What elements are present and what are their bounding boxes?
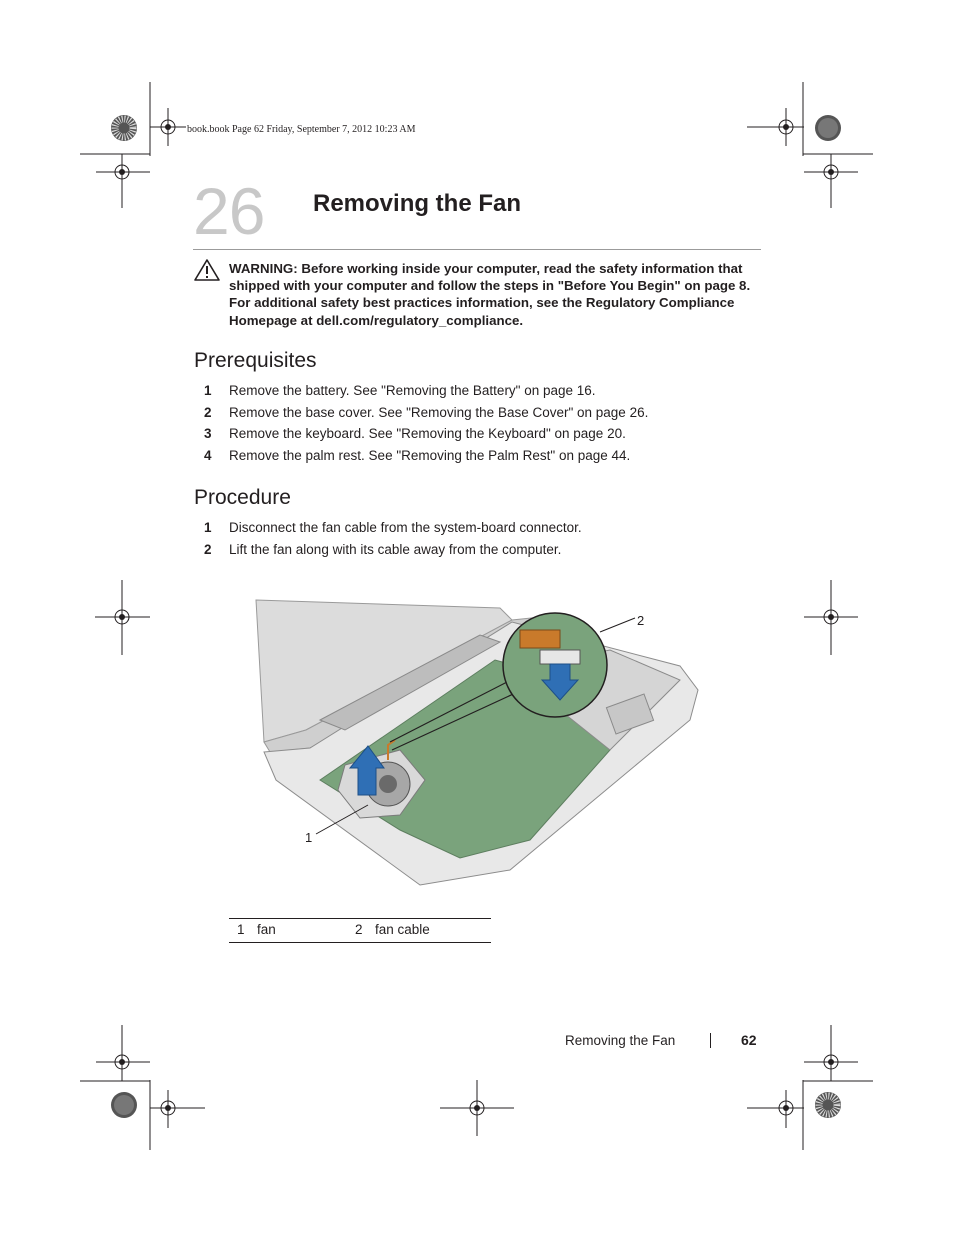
chapter-number: 26	[193, 174, 265, 248]
list-item	[204, 425, 764, 447]
step-text: Lift the fan along with its cable away from the computer.	[229, 541, 562, 557]
legend-label: fan	[257, 922, 276, 937]
prerequisites-list	[204, 382, 764, 469]
step-text: Remove the palm rest. See "Removing the Palm Rest" on page 44.	[229, 448, 631, 464]
legend-number: 1	[237, 922, 245, 937]
warning-text: WARNING: Before working inside your computer, read the safety information that shipped with your computer and follow the steps in "Before You Begin" on page 8. For additional safety best practices information, see the Regulatory Compliance Homepage at dell.com/regulatory_compliance.	[229, 261, 751, 328]
step-text: Remove the keyboard. See "Removing the Keyboard" on page 20.	[229, 426, 626, 442]
callout-2: 2	[637, 613, 645, 628]
list-item	[204, 404, 764, 426]
step-number: 4	[204, 448, 212, 464]
prerequisites-heading: Prerequisites	[194, 349, 317, 372]
footer-divider	[710, 1033, 711, 1048]
procedure-heading: Procedure	[194, 486, 291, 509]
callout-1: 1	[305, 830, 313, 845]
step-text: Remove the base cover. See "Removing the Base Cover" on page 26.	[229, 404, 649, 420]
list-item	[204, 382, 764, 404]
step-number: 2	[204, 404, 212, 420]
page-number: 62	[741, 1032, 757, 1048]
title-divider	[193, 249, 761, 250]
procedure-list	[204, 519, 764, 562]
legend-number: 2	[355, 922, 363, 937]
fan-removal-illustration	[250, 580, 710, 890]
legend-label: fan cable	[375, 922, 430, 937]
figure-legend	[229, 918, 491, 943]
list-item	[204, 519, 764, 541]
step-number: 3	[204, 426, 212, 442]
list-item	[204, 541, 764, 563]
step-text: Remove the battery. See "Removing the Battery" on page 16.	[229, 383, 596, 398]
book-header: book.book Page 62 Friday, September 7, 2012 10:23 AM	[187, 124, 416, 135]
step-number: 1	[204, 520, 212, 535]
list-item	[204, 447, 764, 469]
step-number: 2	[204, 541, 212, 557]
step-text: Disconnect the fan cable from the system-board connector.	[229, 520, 582, 535]
step-number: 1	[204, 383, 212, 398]
warning-triangle-icon	[193, 258, 221, 282]
page-title: Removing the Fan	[313, 190, 522, 217]
footer-title: Removing the Fan	[565, 1033, 676, 1048]
